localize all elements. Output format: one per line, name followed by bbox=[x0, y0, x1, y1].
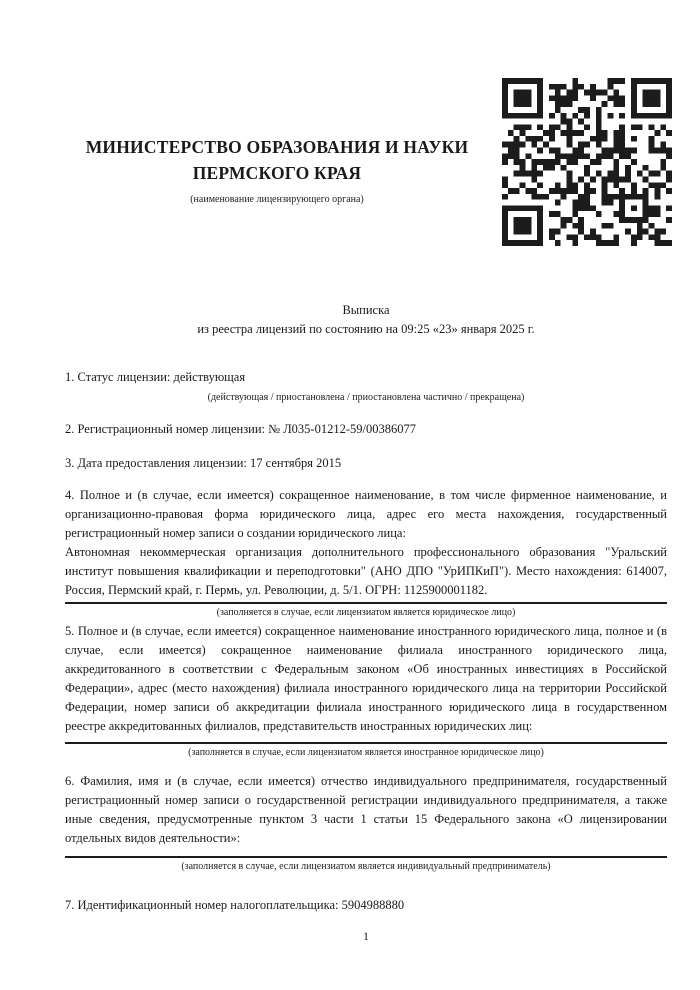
license-status-text: 1. Статус лицензии: действующая bbox=[65, 370, 246, 384]
individual-entrepreneur-text: 6. Фамилия, имя и (в случае, если имеется) отчество индивидуального предпринимателя, государственный регистрационный номер записи о государственной регистрации индивидуального предпринимателя, а также иные сведения, предусмотренные пунктом 3 части 1 статьи 15 Федерального закона «О лицензировании отдельных видов деятельности»: bbox=[65, 774, 667, 845]
document-subtitle: из реестра лицензий по состоянию на 09:25 «23» января 2025 г. bbox=[197, 322, 535, 336]
ministry-name-line1: МИНИСТЕРСТВО ОБРАЗОВАНИЯ И НАУКИ bbox=[85, 137, 469, 157]
item-license-status bbox=[65, 368, 667, 404]
licensing-authority-header bbox=[65, 134, 489, 206]
license-date-text: 3. Дата предоставления лицензии: 17 сентября 2015 bbox=[65, 456, 342, 470]
qr-code-pattern bbox=[502, 78, 672, 246]
item-legal-entity bbox=[65, 486, 667, 619]
legal-entity-intro: 4. Полное и (в случае, если имеется) сокращенное наименование, в том числе фирменное наименование, и организационно-правовая форма юридического лица, адрес его места нахождения, государственный регистрационный номер записи о создании юридического лица: bbox=[65, 488, 667, 540]
individual-entrepreneur-caption: (заполняется в случае, если лицензиатом является индивидуальный предприниматель) bbox=[181, 861, 551, 872]
ministry-caption: (наименование лицензирующего органа) bbox=[190, 194, 364, 205]
qr-code bbox=[502, 78, 672, 246]
foreign-entity-caption: (заполняется в случае, если лицензиатом является иностранное юридическое лицо) bbox=[188, 747, 544, 758]
item-individual-entrepreneur bbox=[65, 772, 667, 873]
foreign-entity-text: 5. Полное и (в случае, если имеется) сокращенное наименование иностранного юридического лица, полное и (в случае, если имеется) сокращенное наименование филиала иностранного юридического лица, аккредитованного в соответствии с Федеральным законом «Об иностранных инвестициях в Российской Федерации», адрес (место нахождения) филиала иностранного юридического лица на территории Российской Федерации, номер записи об аккредитации филиала иностранного юридического лица в государственном реестре аккредитованных филиалов, представительств иностранных юридических лиц: bbox=[65, 624, 667, 733]
registration-number-text: 2. Регистрационный номер лицензии: № Л035-01212-59/00386077 bbox=[65, 422, 416, 436]
ministry-name-line2: ПЕРМСКОГО КРАЯ bbox=[192, 163, 362, 183]
document-title: Выписка bbox=[342, 303, 390, 317]
legal-entity-caption: (заполняется в случае, если лицензиатом является юридическое лицо) bbox=[216, 607, 516, 618]
license-status-caption: (действующая / приостановлена / приостановлена частично / прекращена) bbox=[207, 392, 525, 403]
item-license-date bbox=[65, 454, 667, 473]
item-taxpayer-id bbox=[65, 896, 667, 915]
item-foreign-entity bbox=[65, 622, 667, 759]
document-title-block bbox=[65, 301, 667, 339]
page-number: 1 bbox=[363, 929, 369, 943]
legal-entity-value: Автономная некоммерческая организация дополнительного профессионального образования "Уральский институт повышения квалификации и переподготовки" (АНО ДПО "УрИПКиП"). Место нахождения: 614007, Россия, Пермский край, г. Пермь, ул. Революции, д. 5/1. ОГРН: 1125900001182. bbox=[65, 545, 667, 597]
taxpayer-id-text: 7. Идентификационный номер налогоплательщика: 5904988880 bbox=[65, 898, 405, 912]
fill-line bbox=[65, 602, 667, 604]
item-registration-number bbox=[65, 420, 667, 439]
fill-line bbox=[65, 856, 667, 858]
fill-line bbox=[65, 742, 667, 744]
